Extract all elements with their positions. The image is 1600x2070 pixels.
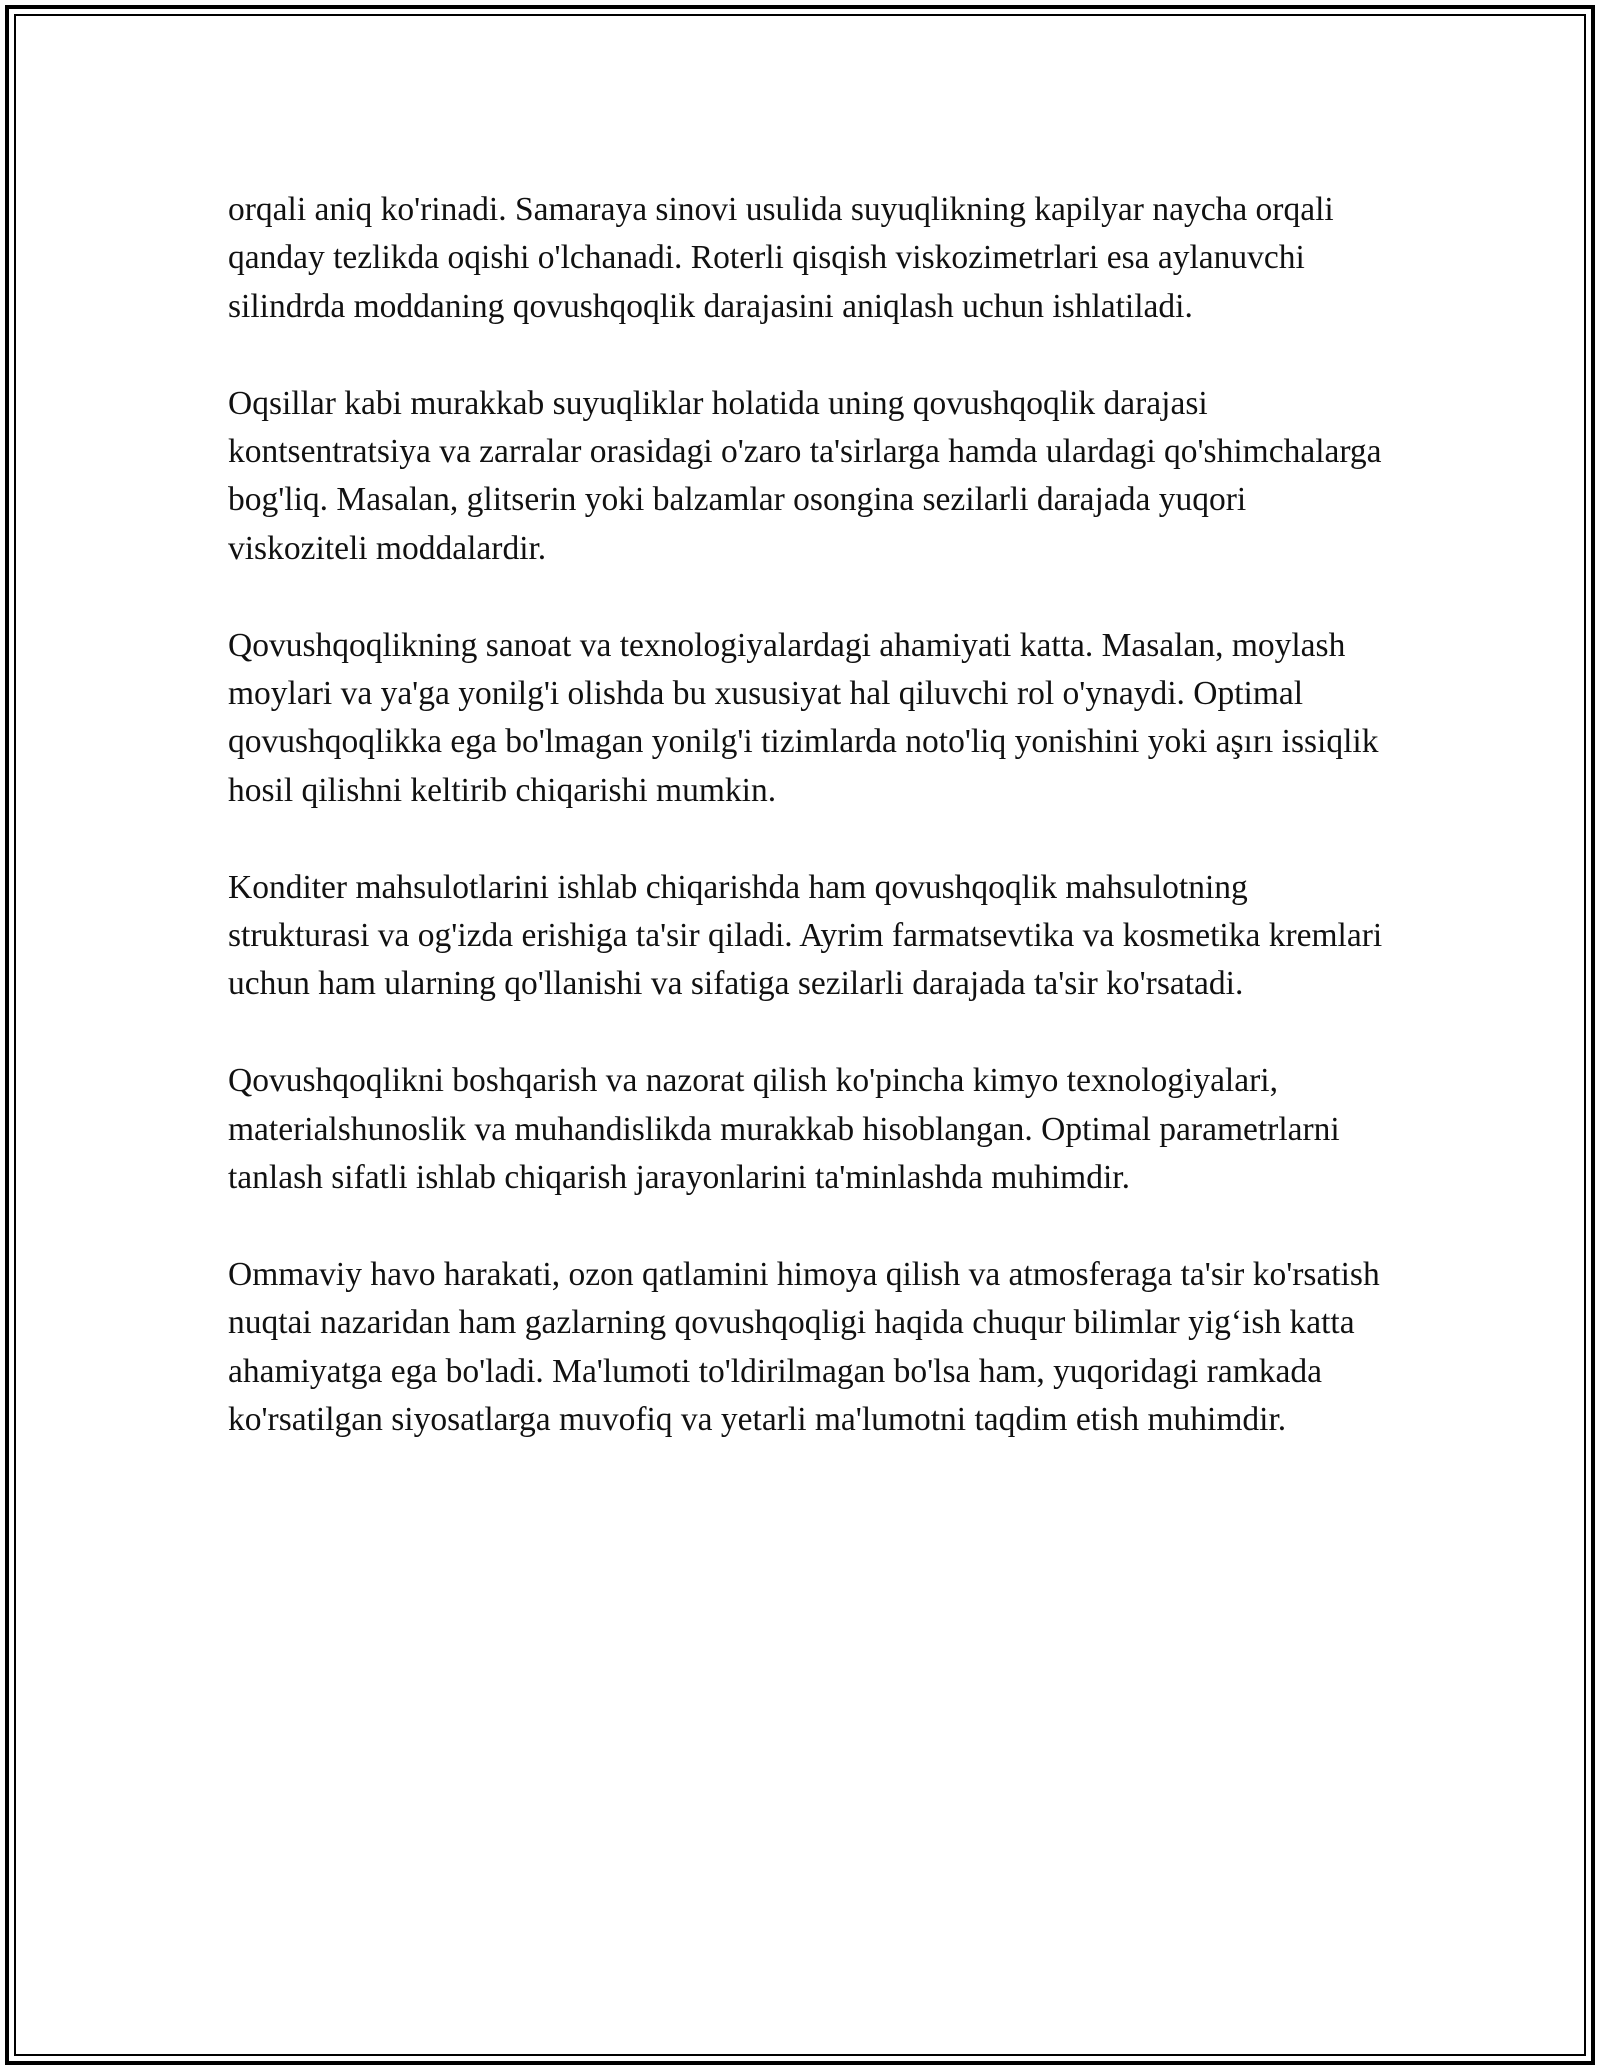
paragraph-complex-liquids: Oqsillar kabi murakkab suyuqliklar holatida uning qovushqoqlik darajasi kontsentratsiya va zarralar orasidagi o'zaro ta'sirlarga hamda ulardagi qo'shimchalarga bog'liq. Masalan, glitserin yoki balzamlar osongina sezilarli darajada yuqori viskoziteli moddalardir. (228, 384, 1382, 567)
paragraph-viscosity-measurement: orqali aniq ko'rinadi. Samaraya sinovi usulida suyuqlikning kapilyar naycha orqali qanday tezlikda oqishi o'lchanadi. Roterli qisqish viskozimetrlari esa aylanuvchi silindrda moddaning qovushqoqlik darajasini aniqlash uchun ishlatiladi. (228, 191, 1334, 325)
paragraph-confectionery-products: Konditer mahsulotlarini ishlab chiqarishda ham qovushqoqlik mahsulotning strukturasi va og'izda erishiga ta'sir qiladi. Ayrim farmatsevtika va kosmetika kremlari uchun ham ularning qo'llanishi va sifatiga sezilarli darajada ta'sir ko'rsatadi. (228, 868, 1383, 1003)
paragraph-atmospheric-gases: Ommaviy havo harakati, ozon qatlamini himoya qilish va atmosferaga ta'sir ko'rsatish nuqtai nazaridan ham gazlarning qovushqoqligi haqida chuqur bilimlar yig‘ish katta ahamiyatga ega bo'ladi. Ma'lumoti to'ldirilmagan bo'lsa ham, yuqoridagi ramkada ko'rsatilgan siyosatlarga muvofiq va yetarli ma'lumotni taqdim etish muhimdir. (228, 1255, 1380, 1439)
document-body (228, 186, 1388, 1493)
paragraph-industrial-importance: Qovushqoqlikning sanoat va texnologiyalardagi ahamiyati katta. Masalan, moylash moylari va ya'ga yonilg'i olishda bu xususiyat hal qiluvchi rol o'ynaydi. Optimal qovushqoqlikka ega bo'lmagan yonilg'i tizimlarda noto'liq yonishini yoki aşırı issiqlik hosil qilishni keltirib chiqarishi mumkin. (228, 626, 1379, 809)
paragraph-control-and-parameters: Qovushqoqlikni boshqarish va nazorat qilish ko'pincha kimyo texnologiyalari, materialshunoslik va muhandislikda murakkab hisoblangan. Optimal parametrlarni tanlash sifatli ishlab chiqarish jarayonlarini ta'minlashda muhimdir. (228, 1062, 1340, 1197)
